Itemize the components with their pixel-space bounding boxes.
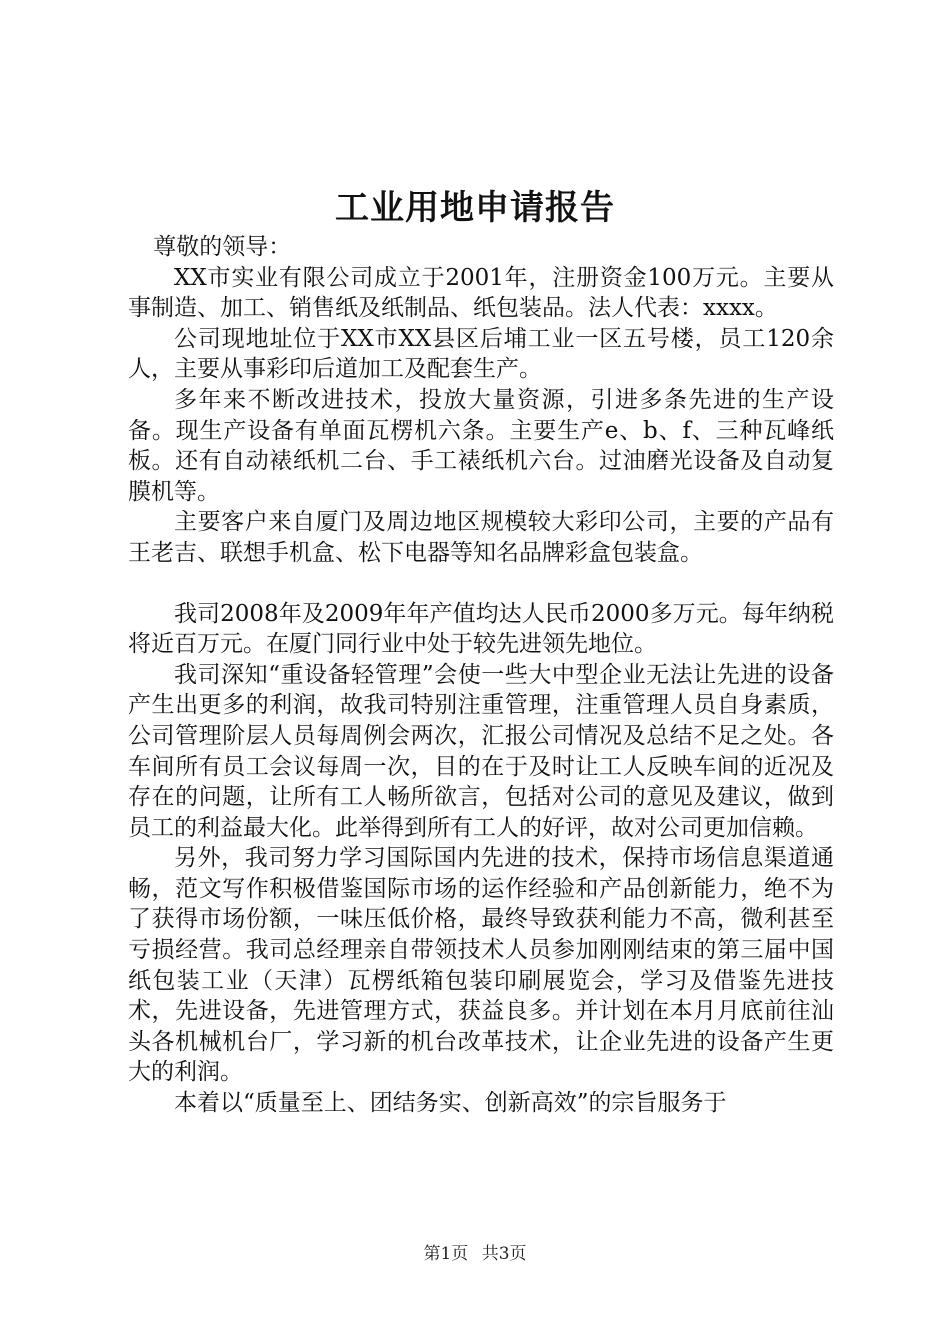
paragraph-equipment: 多年来不断改进技术，投放大量资源，引进多条先进的生产设备。现生产设备有单面瓦楞机六条。主要生产e、b、f、三种瓦峰纸板。还有自动裱纸机二台、手工裱纸机六台。过油磨光设备及自动复膜机等。: [128, 386, 834, 505]
paragraph-company-intro: XX市实业有限公司成立于2001年，注册资金100万元。主要从事制造、加工、销售纸及纸制品、纸包装品。法人代表：xxxx。: [128, 264, 834, 322]
paragraph-technology: 另外，我司努力学习国际国内先进的技术，保持市场信息渠道通畅，范文写作积极借鉴国际市场的运作经验和产品创新能力，绝不为了获得市场份额，一味压低价格，最终导致获利能力不高，微利甚至亏损经营。我司总经理亲自带领技术人员参加刚刚结束的第三届中国纸包装工业（天津）瓦楞纸箱包装印刷展览会，学习及借鉴先进技术，先进设备，先进管理方式，获益良多。并计划在本月月底前往汕头各机械机台厂，学习新的机台改革技术，让企业先进的设备产生更大的利润。: [128, 845, 834, 1086]
paragraph-management: 我司深知“重设备轻管理”会使一些大中型企业无法让先进的设备产生出更多的利润，故我司特别注重管理，注重管理人员自身素质，公司管理阶层人员每周例会两次，汇报公司情况及总结不足之处。各车间所有员工会议每周一次，目的在于及时让工人反映车间的近况及存在的问题，让所有工人畅所欲言，包括对公司的意见及建议，做到员工的利益最大化。此举得到所有工人的好评，故对公司更加信赖。: [128, 661, 834, 841]
document-title: 工业用地申请报告: [335, 188, 615, 228]
paragraph-mission: 本着以“质量至上、团结务实、创新高效”的宗旨服务于: [174, 1090, 727, 1117]
salutation: 尊敬的领导：: [153, 234, 292, 260]
page-footer: [0, 1242, 950, 1266]
paragraph-output: 我司2008年及2009年年产值均达人民币2000多万元。每年纳税将近百万元。在厦门同行业中处于较先进领先地位。: [128, 600, 834, 658]
paragraph-customers: 主要客户来自厦门及周边地区规模较大彩印公司，主要的产品有王老吉、联想手机盒、松下电器等知名品牌彩盒包装盒。: [128, 509, 834, 566]
page-number: 第1页: [423, 1244, 469, 1264]
document-body: [128, 232, 834, 1119]
paragraph-address: 公司现地址位于XX市XX县区后埔工业一区五号楼，员工120余人，主要从事彩印后道加工及配套生产。: [128, 325, 834, 383]
page-total: 共3页: [481, 1244, 527, 1264]
